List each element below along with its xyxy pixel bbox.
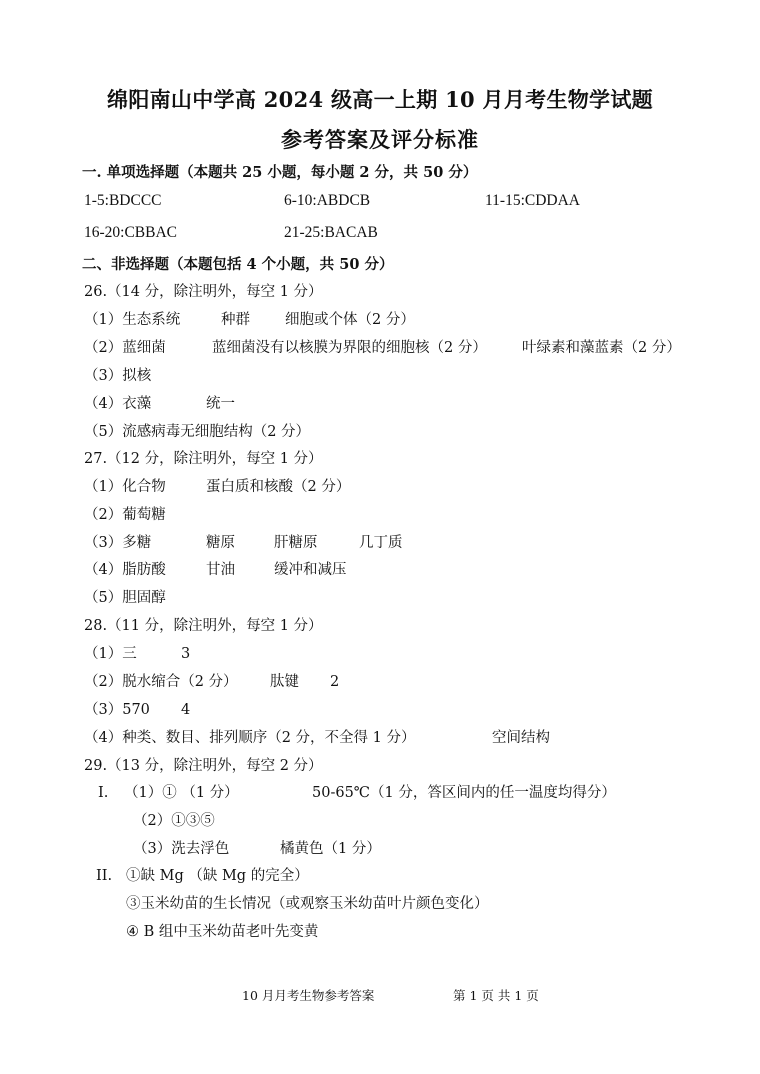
q27-answer-4a: （4）脂肪酸 <box>84 562 166 578</box>
q28-answer-2b: 肽键 <box>270 674 299 690</box>
q27-answer-3b: 糖原 <box>206 535 235 551</box>
section1-heading: 一. 单项选择题（本题共 25 小题，每小题 2 分，共 50 分） <box>82 164 478 181</box>
q29-part2-answer-3: ③玉米幼苗的生长情况（或观察玉米幼苗叶片颜色变化） <box>126 896 489 912</box>
mc-answers-1-5: 1-5:BDCCC <box>84 192 162 209</box>
q28-answer-4a: （4）种类、数目、排列顺序（2 分，不全得 1 分） <box>84 730 416 746</box>
mc-answers-16-20: 16-20:CBBAC <box>84 224 178 241</box>
footer-doc-name: 10 月月考生物参考答案 <box>242 988 375 1003</box>
q27-answer-3d: 几丁质 <box>359 535 403 551</box>
q27-answer-1a: （1）化合物 <box>84 479 166 495</box>
q29-part1-label: I. <box>98 785 109 801</box>
q26-answer-3: （3）拟核 <box>84 368 152 384</box>
q29-part2-answer-4: ④ B 组中玉米幼苗老叶先变黄 <box>126 924 319 940</box>
footer-page-number: 第 1 页 共 1 页 <box>453 988 539 1003</box>
q29-part2-answer-1: ①缺 Mg （缺 Mg 的完全） <box>126 868 309 884</box>
q29-part1-answer-2: （2）①③⑤ <box>133 813 215 829</box>
q27-answer-2: （2）葡萄糖 <box>84 507 166 523</box>
q26-header: 26.（14 分，除注明外，每空 1 分） <box>84 284 323 300</box>
q27-answer-5: （5）胆固醇 <box>84 590 166 606</box>
q29-part2-label: II. <box>96 868 113 884</box>
q27-header: 27.（12 分，除注明外，每空 1 分） <box>84 451 323 467</box>
section2-heading: 二、非选择题（本题包括 4 个小题，共 50 分） <box>82 256 394 273</box>
q26-answer-4a: （4）衣藻 <box>84 396 152 412</box>
q28-answer-2c: 2 <box>330 674 340 690</box>
mc-answers-11-15: 11-15:CDDAA <box>485 192 581 209</box>
q26-answer-1b: 种群 <box>221 312 250 328</box>
q27-answer-4b: 甘油 <box>206 562 235 578</box>
document-subtitle: 参考答案及评分标准 <box>281 127 479 152</box>
q29-header: 29.（13 分，除注明外，每空 2 分） <box>84 758 323 774</box>
q26-answer-2a: （2）蓝细菌 <box>84 340 166 356</box>
q28-answer-3a: （3）570 <box>84 702 150 718</box>
q27-answer-4c: 缓冲和减压 <box>274 562 347 578</box>
q28-answer-2a: （2）脱水缩合（2 分） <box>84 674 238 690</box>
document-title: 绵阳南山中学高 2024 级高一上期 10 月月考生物学试题 <box>107 87 653 112</box>
mc-answers-6-10: 6-10:ABDCB <box>284 192 371 209</box>
q26-answer-1c: 细胞或个体（2 分） <box>285 312 415 328</box>
q26-answer-2b: 蓝细菌没有以核膜为界限的细胞核（2 分） <box>212 340 487 356</box>
q28-answer-1b: 3 <box>181 646 191 662</box>
q27-answer-3a: （3）多糖 <box>84 535 152 551</box>
q29-part1-answer-3b: 橘黄色（1 分） <box>280 841 381 857</box>
mc-answers-21-25: 21-25:BACAB <box>284 224 378 241</box>
q26-answer-1a: （1）生态系统 <box>84 312 181 328</box>
q28-answer-3b: 4 <box>181 702 191 718</box>
q29-part1-answer-1a: （1）① （1 分） <box>124 785 239 801</box>
q26-answer-2c: 叶绿素和藻蓝素（2 分） <box>522 340 681 356</box>
q28-answer-4b: 空间结构 <box>492 730 550 746</box>
q27-answer-3c: 肝糖原 <box>274 535 318 551</box>
q29-part1-answer-3a: （3）洗去浮色 <box>133 841 230 857</box>
q27-answer-1b: 蛋白质和核酸（2 分） <box>206 479 351 495</box>
q28-header: 28.（11 分，除注明外，每空 1 分） <box>84 618 323 634</box>
q28-answer-1a: （1）三 <box>84 646 137 662</box>
q26-answer-5: （5）流感病毒无细胞结构（2 分） <box>84 424 311 440</box>
q26-answer-4b: 统一 <box>206 396 235 412</box>
q29-part1-answer-1b: 50-65℃（1 分，答区间内的任一温度均得分） <box>312 785 616 801</box>
